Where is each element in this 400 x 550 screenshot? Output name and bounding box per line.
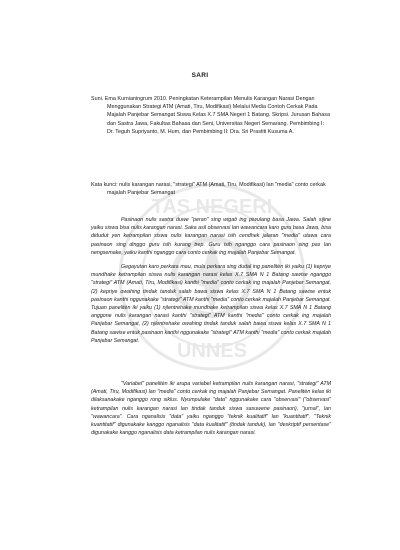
p2-line: cerkak ing majalah Panjebar Semangat, (2) kepriye owahing tindak tanduk salah bawa — [91, 280, 331, 295]
citation-line-5: Universitas Negeri Semarang. Pembimbing I: Dr. Teguh Supriyanto, M. Hum, dan — [107, 120, 324, 135]
p2-line: Panjebar Semangat, (2) njlentrehake owahing tindak tanduk salah bawa siswa kelas X.7 — [91, 321, 309, 328]
p1-line: Pasinaon nulis sastra duwe "peran" sing wigati ing piwulang basa Jawa. Salah — [121, 217, 319, 223]
p2-line: SMA N 1 Batang sawise entuk pasinaon kanthi nggunakake "strategi" ATM kanthi — [91, 321, 331, 336]
citation-line-6: Pembimbing II: Dra. Sri Prastiti Kusuma A. — [192, 128, 294, 135]
p3-line: "Variabel" panelitèn iki arupa variabel ketrampilan nulis karangan narasi, — [121, 381, 298, 387]
svg-text:TAS NEGERI: TAS NEGERI — [151, 196, 273, 218]
p1-line: sijine yaiku siswa bisa nulis karangan narasi. Saka asil observasi lan wawancara karo — [91, 217, 331, 232]
p1-line: cerkak ing majalah Panjebar Semangat. — [202, 249, 296, 256]
p2-line: Gegayutan karo perkara mau, mula perkara sing dudal ing panelitèn iki yaiku (1) — [121, 264, 314, 270]
p3-line: "strategi" ATM (Amati, Tiru, Modifikasi) lan "media" conto cerkak ing majalah Panjebar — [91, 381, 331, 396]
p3-line: nggunakake cara "observasi" ("observasi" ketrampilan nulis karangan narasi lan tindak — [91, 397, 331, 412]
p2-line: nulis karangan narasi kanthi "strategi" ATM kanthi "media" conto cerkak ing majalah — [114, 313, 332, 320]
keywords-line-1: Kata kunci: nulis karangan narasi, "strategi" ATM (Amati, Tiru, Modifikasi) lan "media" — [91, 182, 296, 188]
svg-text:UNNES: UNNES — [176, 340, 248, 362]
p2-line: siswa kelas X.7 SMA N 1 Batang sawise entuk pasinaon kanthi nggunakake "strategi" — [91, 288, 332, 303]
p3-line: yaiku nganggo "teknik kualitatif" lan "kuantitatif". "Teknik kuantitatif" digunakake — [91, 413, 331, 429]
paragraph-2 — [91, 263, 331, 345]
citation-line-3: Contoh Cerkak Pada Majalah Panjebar Semangat Siswa Kelas X.7 SMA Negeri 1 — [107, 104, 318, 119]
citation-line-4: Batang. Skripsi. Jurusan Bahasa dan Sastra Jawa, Fakultas Bahasa dan Seni, — [107, 112, 330, 127]
p2-line: yaiku (1) njlentrehake mundhake ketrampilan siswa kelas X.7 SMA N 1 Batang anggone — [91, 305, 331, 320]
citation-line — [91, 95, 331, 136]
p2-line: ATM kanthi "media" conto cerkak majalah Panjebar Semangat. Tujuan panelitèn iki — [91, 296, 331, 312]
page-title: SARI — [191, 72, 209, 79]
citation-line-1: Suni. Ema Kurnianingrum 2010. Peningkatan Keterampilan Menulis Karangan Narasi — [91, 96, 296, 102]
abstract-citation — [91, 95, 331, 136]
p3-line: kanggo nganalisis "data kualitatif" (tindak tanduk), lan "deskriptif persentase" — [146, 422, 331, 429]
p2-line: kepriye mundhake ketrampilan siswa nulis karangan narasi kelas X.7 SMA N 1 — [91, 264, 331, 279]
citation-line-2: Dengan Menggunakan Strategi ATM (Amati, Tiru, Modifikasi) Melalui Media — [107, 96, 315, 111]
p3-line: Semangat. Panelitèn kelas iki dilaksanakake nganggo rong siklus. Nyumpulake "data" — [91, 389, 331, 404]
p1-line: cendhek jalaran "media" utawa cara pasinaon sing dinggo guru isih kurang trep. Guru — [91, 233, 331, 248]
p3-line: tanduk siswa sasuwene pasinaon), "jurnal", lan "wawancara". Cara nganalisis "data" — [91, 405, 331, 420]
paragraph-3 — [91, 380, 331, 437]
keywords — [91, 181, 331, 197]
keywords-line-2: conto cerkak majalah Panjebar Semangat — [107, 182, 326, 197]
p2-line: "media" conto cerkak majalah Panjebar Semangat. — [91, 329, 331, 344]
p1-line: guru basa Jawa, bisa didudut yen ketrampilan siswa nulis karangan narasi isih — [91, 225, 331, 240]
paragraph-1 — [91, 216, 331, 257]
p2-line: Batang sawise nganggo "strategi" ATM (Amati, Tiru, Modifikasi) kanthi "media" conto — [91, 272, 332, 287]
p3-line: digunakake kanggo nganalisis data ketrampilan nulis karangan narasi. — [91, 430, 256, 437]
p1-line: isih nganggo cara pasinaon sing pas lan nengsemake, yaiku kanthi nganggo cara conto — [91, 241, 331, 256]
